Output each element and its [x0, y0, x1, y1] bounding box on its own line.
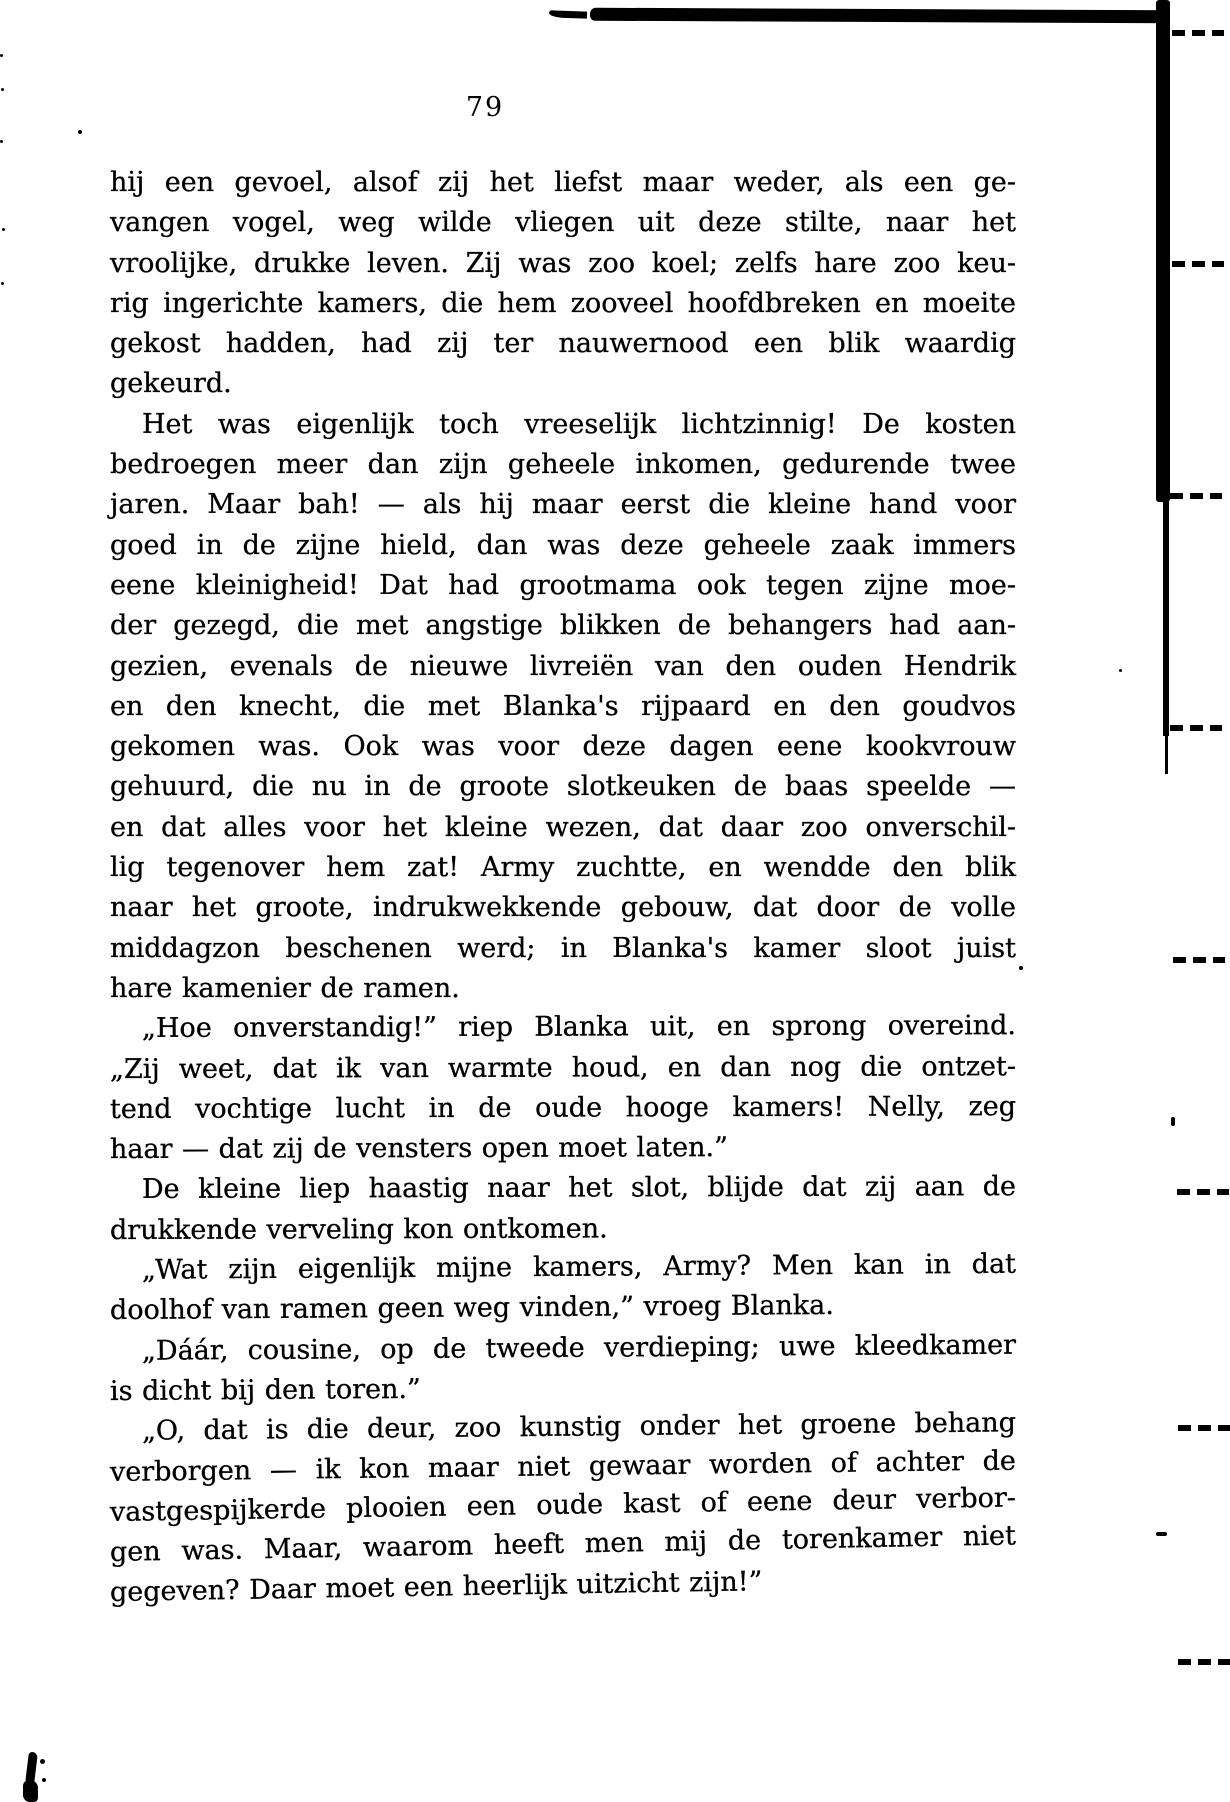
ink-blob: [23, 1780, 38, 1802]
scan-right-edge-bar-thin: [1163, 498, 1169, 736]
text-line: gekomen was. Ook was voor deze dagen eene kookvrouw: [110, 731, 1016, 763]
text-line: en dat alles voor het kleine wezen, dat daar zoo onverschil-: [110, 811, 1016, 843]
scan-right-edge-bar-tail: [1165, 732, 1168, 774]
text-line: verborgen — ik kon maar niet gewaar worden of achter de: [109, 1445, 1017, 1488]
ink-speck: [1171, 1117, 1175, 1126]
text-line: vroolijke, drukke leven. Zij was zoo koel; zelfs hare zoo keu-: [110, 247, 1016, 279]
text-line: haar — dat zij de vensters open moet laten.”: [109, 1132, 728, 1166]
text-line: gegeven? Daar moet een heerlijk uitzicht zijn!”: [109, 1566, 763, 1609]
ink-speck: [0, 54, 3, 57]
text-line: bedroegen meer dan zijn geheele inkomen, gedurende twee: [110, 449, 1016, 481]
text-line: rig ingerichte kamers, die hem zooveel hoofdbreken en moeite: [110, 287, 1016, 319]
ink-speck: [0, 140, 3, 143]
fold-mark: [1172, 30, 1224, 36]
ink-speck: [1019, 966, 1023, 970]
text-line: „Zij weet, dat ik van warmte houd, en dan nog die ontzet-: [109, 1050, 1017, 1085]
text-line: der gezegd, die met angstige blikken de behangers had aan-: [110, 610, 1016, 642]
text-line: jaren. Maar bah! — als hij maar eerst die kleine hand voor: [110, 489, 1016, 521]
text-column: [110, 163, 1016, 1614]
fold-mark: [1173, 957, 1225, 963]
ink-speck: [2, 228, 5, 231]
text-line: gekost hadden, had zij ter nauwernood een blik waardig gekeurd.: [110, 328, 1016, 400]
text-line: eene kleinigheid! Dat had grootmama ook tegen zijne moe-: [110, 569, 1016, 601]
ink-speck: [1, 282, 4, 285]
fold-mark: [1170, 725, 1222, 731]
scan-top-edge-bar-tip: [549, 10, 587, 18]
text-line: „Hoe onverstandig!” riep Blanka uit, en sprong overeind.: [141, 1010, 1017, 1045]
text-line: hare kamenier de ramen.: [110, 972, 460, 1004]
fold-mark: [1172, 261, 1224, 267]
ink-speck: [1, 88, 4, 91]
fold-mark: [1170, 493, 1222, 499]
text-line: gen was. Maar, waarom heeft men mij de torenkamer niet: [109, 1520, 1017, 1569]
fold-mark: [1177, 1189, 1229, 1195]
text-line: drukkende verveling kon ontkomen.: [109, 1213, 608, 1246]
text-line: naar het groote, indrukwekkende gebouw, dat door de volle: [110, 892, 1016, 924]
page-number: 79: [465, 92, 505, 123]
fold-mark: [1178, 1425, 1230, 1431]
text-line: gezien, evenals de nieuwe livreiën van den ouden Hendrik: [110, 650, 1016, 682]
ink-blob: [40, 1759, 45, 1764]
text-line: „Wat zijn eigenlijk mijne kamers, Army? Men kan in dat: [141, 1248, 1017, 1286]
text-line: en den knecht, die met Blanka's rijpaard en den goudvos: [110, 690, 1016, 722]
ink-speck: [1119, 669, 1122, 672]
text-line: De kleine liep haastig naar het slot, blijde dat zij aan de: [141, 1171, 1017, 1206]
text-line: „O, dat is die deur, zoo kunstig onder het groene behang: [141, 1407, 1017, 1447]
ink-blob: [42, 1778, 46, 1782]
text-line: Het was eigenlijk toch vreeselijk lichtzinnig! De kosten: [142, 408, 1016, 440]
text-line: vastgespijkerde plooien een oude kast of eene deur verbor-: [109, 1482, 1017, 1528]
text-line: „Dáár, cousine, op de tweede verdieping; uwe kleedkamer: [141, 1329, 1017, 1367]
text-line: gehuurd, die nu in de groote slotkeuken de baas speelde —: [110, 771, 1016, 803]
text-line: middagzon beschenen werd; in Blanka's kamer sloot juist: [110, 932, 1016, 964]
text-line: doolhof van ramen geen weg vinden,” vroeg Blanka.: [109, 1290, 834, 1327]
scan-right-edge-bar: [1156, 0, 1170, 502]
scan-top-edge-bar: [590, 8, 1168, 24]
text-line: vangen vogel, weg wilde vliegen uit deze stilte, naar het: [110, 207, 1016, 239]
fold-mark: [1178, 1659, 1230, 1665]
text-line: goed in de zijne hield, dan was deze geheele zaak immers: [110, 529, 1016, 561]
text-line: tend vochtige lucht in de oude hooge kamers! Nelly, zeg: [109, 1090, 1017, 1125]
text-line: lig tegenover hem zat! Army zuchtte, en wendde den blik: [110, 852, 1016, 884]
ink-speck: [1156, 1532, 1167, 1536]
text-line: is dicht bij den toren.”: [109, 1373, 421, 1407]
ink-speck: [78, 130, 82, 134]
text-line: hij een gevoel, alsof zij het liefst maar weder, als een ge-: [110, 167, 1016, 198]
